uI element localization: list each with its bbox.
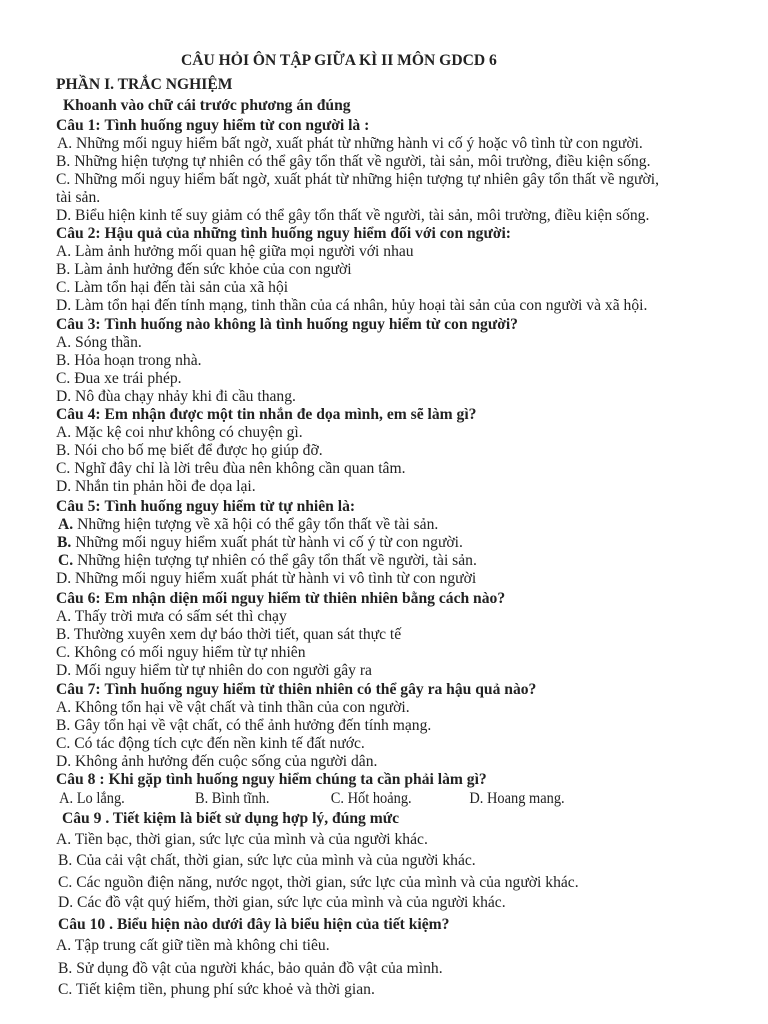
- question-number: Câu 6:: [56, 590, 101, 607]
- answer-option: D. Các đồ vật quý hiếm, thời gian, sức lực của mình và của người khác.: [58, 894, 506, 911]
- option-letter: B.: [57, 534, 72, 551]
- answer-option: C. Những mối nguy hiểm bất ngờ, xuất phát từ những hiện tượng tự nhiên gây tổn thất về người,: [56, 171, 659, 188]
- answer-option: A. Tiền bạc, thời gian, sức lực của mình và của người khác.: [56, 831, 428, 848]
- answer-option: C. Hốt hoảng.: [330, 790, 412, 807]
- question-heading: [56, 117, 369, 135]
- question-number: Câu 2:: [56, 225, 101, 242]
- question-number: Câu 8 :: [56, 771, 105, 788]
- question-heading: [62, 810, 399, 828]
- answer-option: B. Làm ảnh hưởng đến sức khỏe của con người: [56, 261, 352, 278]
- question-text: Em nhận diện mối nguy hiểm từ thiên nhiên bằng cách nào?: [104, 590, 506, 607]
- question-heading: [56, 316, 518, 334]
- question-number: Câu 4:: [56, 406, 101, 423]
- answer-option: D. Không ảnh hưởng đến cuộc sống của người dân.: [56, 753, 378, 770]
- answer-option: C. Làm tổn hại đến tài sản của xã hội: [56, 279, 289, 296]
- option-text: Những hiện tượng tự nhiên có thể gây tổn thất về người, tài sản.: [77, 552, 477, 569]
- answer-option: tài sản.: [56, 189, 101, 206]
- question-text: Khi gặp tình huống nguy hiểm chúng ta cần phải làm gì?: [108, 771, 487, 788]
- answer-option: C. Không có mối nguy hiểm từ tự nhiên: [56, 644, 306, 661]
- answer-option: B. Gây tổn hại về vật chất, có thể ảnh hưởng đến tính mạng.: [56, 717, 432, 734]
- answer-option: A. Những mối nguy hiểm bất ngờ, xuất phát từ những hành vi cố ý hoặc vô tình từ con người.: [57, 135, 643, 152]
- answer-option: D. Nhắn tin phản hồi đe dọa lại.: [56, 478, 256, 495]
- answer-option: D. Mối nguy hiểm từ tự nhiên do con người gây ra: [56, 662, 372, 679]
- question-heading: [56, 681, 536, 699]
- answer-option: C. Nghĩ đây chỉ là lời trêu đùa nên không cần quan tâm.: [56, 460, 406, 477]
- answer-option: A. Tập trung cất giữ tiền mà không chi tiêu.: [56, 937, 330, 954]
- question-text: Hậu quả của những tình huống nguy hiểm đối với con người:: [104, 225, 511, 242]
- question-number: Câu 3:: [56, 316, 101, 333]
- question-text: Tình huống nào không là tình huống nguy hiểm từ con người?: [104, 316, 518, 333]
- question-heading: [56, 771, 487, 789]
- question-text: . Biểu hiện nào dưới đây là biểu hiện của tiết kiệm?: [109, 916, 450, 933]
- question-number: Câu 5:: [56, 498, 101, 515]
- answer-option: C. Các nguồn điện năng, nước ngọt, thời gian, sức lực của mình và của người khác.: [58, 874, 579, 891]
- option-text: Những mối nguy hiểm xuất phát từ hành vi cố ý từ con người.: [75, 534, 463, 551]
- answer-option: B. Nói cho bố mẹ biết để được họ giúp đỡ.: [56, 442, 323, 459]
- answer-option: A. Lo lắng.: [59, 790, 125, 807]
- question-text: Tình huống nguy hiểm từ con người là :: [104, 117, 370, 134]
- answer-option: A. Không tổn hại về vật chất và tinh thần của con người.: [56, 699, 410, 716]
- answer-option: B. Thường xuyên xem dự báo thời tiết, quan sát thực tế: [56, 626, 402, 643]
- instruction: Khoanh vào chữ cái trước phương án đúng: [63, 97, 351, 114]
- option-letter: C.: [58, 552, 74, 569]
- answer-option: C. Tiết kiệm tiền, phung phí sức khoẻ và thời gian.: [58, 981, 375, 998]
- answer-option: D. Nô đùa chạy nhảy khi đi cầu thang.: [56, 388, 296, 405]
- question-heading: [56, 498, 355, 516]
- answer-option: A. Làm ảnh hưởng mối quan hệ giữa mọi người với nhau: [56, 243, 414, 260]
- answer-option: [57, 534, 463, 552]
- answer-option: B. Hỏa hoạn trong nhà.: [56, 352, 202, 369]
- question-number: Câu 7:: [56, 681, 101, 698]
- answer-option: D. Những mối nguy hiểm xuất phát từ hành vi vô tình từ con người: [56, 570, 477, 587]
- question-text: Em nhận được một tin nhắn đe dọa mình, em sẽ làm gì?: [104, 406, 477, 423]
- question-number: Câu 1:: [56, 117, 101, 134]
- answer-option: B. Của cải vật chất, thời gian, sức lực của mình và của người khác.: [58, 852, 476, 869]
- answer-option: C. Đua xe trái phép.: [56, 370, 182, 387]
- answer-option: [58, 552, 477, 570]
- answer-option: D. Biểu hiện kinh tế suy giảm có thể gây tổn thất về người, tài sản, môi trường, điều kiện sống.: [56, 207, 650, 224]
- answer-option: A. Sóng thần.: [56, 334, 142, 351]
- answer-option: B. Những hiện tượng tự nhiên có thể gây tổn thất về người, tài sản, môi trường, điều kiện sống.: [56, 153, 651, 170]
- option-letter: A.: [58, 516, 74, 533]
- question-heading: [56, 406, 476, 424]
- answer-option: A. Mặc kệ coi như không có chuyện gì.: [56, 424, 303, 441]
- part-heading: PHẦN I. TRẮC NGHIỆM: [56, 76, 233, 93]
- question-text: . Tiết kiệm là biết sử dụng hợp lý, đúng mức: [105, 810, 400, 827]
- answer-option: [58, 516, 438, 534]
- answer-option: B. Bình tĩnh.: [194, 790, 270, 807]
- question-text: Tình huống nguy hiểm từ tự nhiên là:: [104, 498, 356, 515]
- question-number: Câu 9: [62, 810, 102, 827]
- answer-option: C. Có tác động tích cực đến nền kinh tế đất nước.: [56, 735, 365, 752]
- answer-option: B. Sử dụng đồ vật của người khác, bảo quản đồ vật của mình.: [58, 960, 443, 977]
- answer-option: D. Hoang mang.: [469, 790, 565, 807]
- document-title: CÂU HỎI ÔN TẬP GIỮA KÌ II MÔN GDCD 6: [181, 52, 497, 69]
- question-number: Câu 10: [58, 916, 106, 933]
- option-text: Những hiện tượng về xã hội có thể gây tổn thất về tài sản.: [77, 516, 439, 533]
- answer-option: D. Làm tổn hại đến tính mạng, tinh thần của cá nhân, hủy hoại tài sản của con người và xã hội.: [56, 297, 648, 314]
- question-heading: [56, 590, 505, 608]
- question-text: Tình huống nguy hiểm từ thiên nhiên có thể gây ra hậu quả nào?: [104, 681, 537, 698]
- question-heading: [58, 916, 449, 934]
- answer-option: A. Thấy trời mưa có sấm sét thì chạy: [56, 608, 287, 625]
- question-heading: [56, 225, 511, 243]
